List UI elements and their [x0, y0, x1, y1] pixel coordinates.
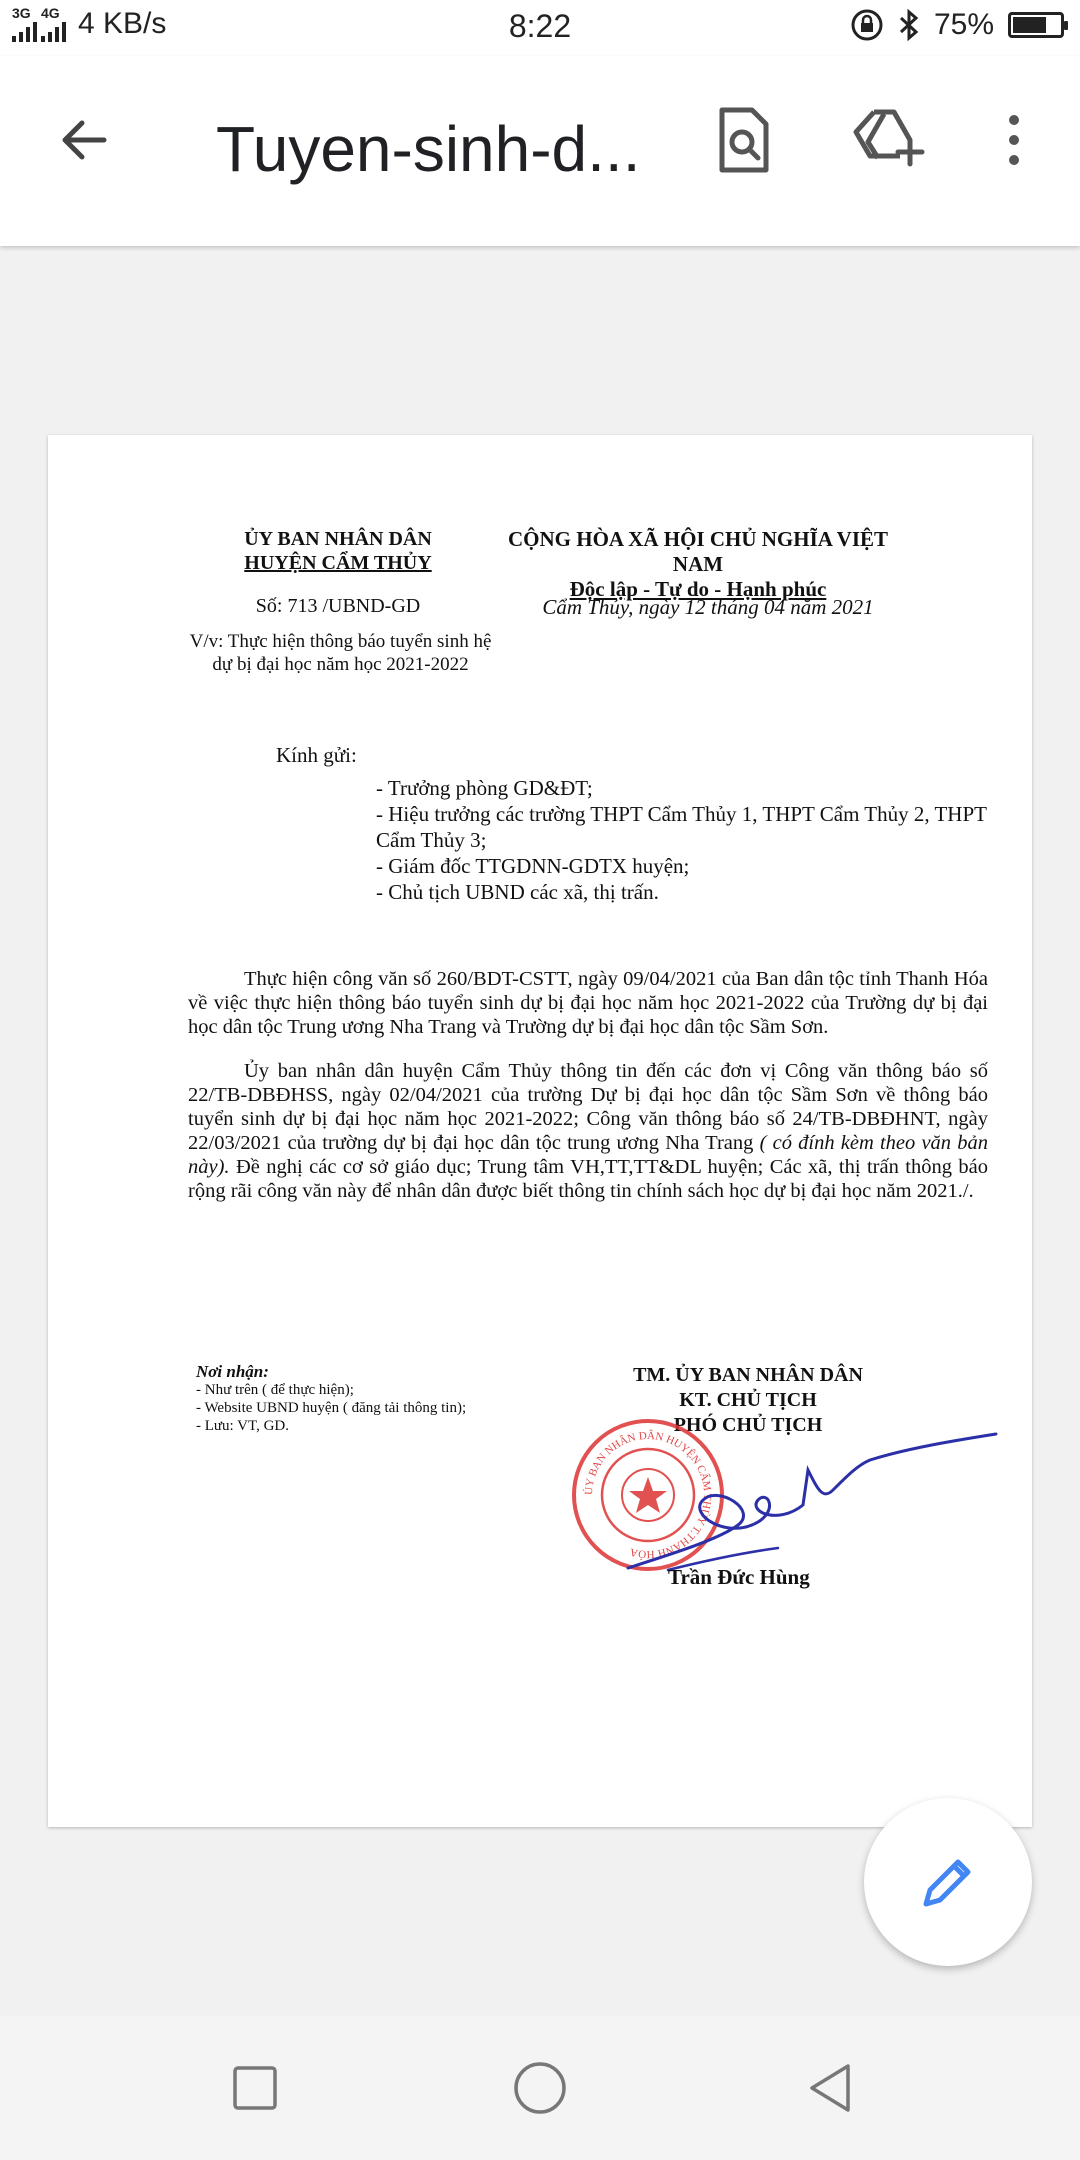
- kinh-gui-label: Kính gửi:: [276, 743, 357, 767]
- national-header: [488, 527, 908, 602]
- recipient-list: [376, 775, 991, 905]
- add-to-drive-icon[interactable]: [848, 100, 928, 180]
- seal-text: ỦY BAN NHÂN DÂN HUYỆN CẨM THỦY T.THANH HÓA: [582, 1429, 714, 1561]
- noi-nhan-block: [196, 1363, 576, 1435]
- national-line1: CỘNG HÒA XÃ HỘI CHỦ NGHĨA VIỆT NAM: [508, 527, 888, 576]
- document-subject: V/v: Thực hiện thông báo tuyển sinh hệ dự bị đại học năm học 2021-2022: [189, 631, 492, 675]
- recents-square-icon[interactable]: [225, 2058, 285, 2118]
- recipient-item: - Chủ tịch UBND các xã, thị trấn.: [376, 880, 659, 904]
- sign-line1: TM. ỦY BAN NHÂN DÂN: [633, 1364, 863, 1386]
- sign-line2: KT. CHỦ TỊCH: [679, 1389, 817, 1411]
- document-title: Tuyen-sinh-d...: [216, 113, 641, 185]
- recipient-item: - Trưởng phòng GD&ĐT;: [376, 776, 593, 800]
- status-bar: [0, 0, 1080, 56]
- sim2-label: 4G: [41, 5, 60, 21]
- document-body: [188, 967, 988, 1223]
- find-in-page-icon[interactable]: [704, 100, 784, 180]
- battery-icon: [1008, 12, 1064, 38]
- recipient-item: - Hiệu trưởng các trường THPT Cẩm Thủy 1, THPT Cẩm Thủy 2, THPT Cẩm Thủy 3;: [376, 802, 987, 852]
- edit-pencil-icon: [916, 1850, 980, 1914]
- issuer-header: [238, 527, 438, 575]
- signature-scribble-icon: [608, 1430, 998, 1580]
- battery-percent: 75%: [933, 8, 994, 41]
- document-number: Số: 713 /UBND-GD: [255, 595, 421, 617]
- issuer-line1: ỦY BAN NHÂN DÂN: [244, 528, 432, 550]
- recipient-item: - Giám đốc TTGDNN-GDTX huyện;: [376, 854, 690, 878]
- network-speed: 4 KB/s: [78, 7, 167, 40]
- national-motto: Độc lập - Tự do - Hạnh phúc: [569, 577, 827, 601]
- document-date: Cẩm Thủy, ngày 12 tháng 04 năm 2021: [542, 595, 874, 619]
- noi-nhan-item: - Lưu: VT, GD.: [196, 1418, 289, 1434]
- system-nav-bar: [0, 2016, 1080, 2160]
- clock: 8:22: [508, 8, 572, 44]
- body-paragraph-2: [188, 1059, 988, 1203]
- paragraph-2-part-a: Ủy ban nhân dân huyện Cẩm Thủy thông tin đến các đơn vị Công văn thông báo số 22/TB-DBĐHSS, ngày 02/04/2021 của trường Dự bị đại học dân tộc Sầm Sơn về thông báo tuyển sinh dự bị đại học năm học 2021-2022; Công văn thông báo số 24/TB-DBĐHNT, ngày 22/03/2021 của trường dự bị đại học dân tộc trung ương Nha Trang: [188, 1060, 988, 1154]
- body-paragraph-1: Thực hiện công văn số 260/BDT-CSTT, ngày 09/04/2021 của Ban dân tộc tỉnh Thanh Hóa về việc thực hiện thông báo tuyển sinh dự bị đại học năm học 2021-2022 của Trường dự bị đại học dân tộc Trung ương Nha Trang và Trường dự bị đại học dân tộc Sầm Sơn.: [188, 968, 988, 1038]
- sign-line3: PHÓ CHỦ TỊCH: [673, 1414, 823, 1436]
- issuer-line2: HUYỆN CẨM THỦY: [244, 552, 432, 574]
- document-page: [48, 435, 1032, 1827]
- rotation-lock-icon: [850, 8, 884, 42]
- edit-fab-button[interactable]: [864, 1798, 1032, 1966]
- paragraph-2-italic: ( có đính kèm theo văn bản này).: [188, 1132, 988, 1178]
- noi-nhan-item: - Website UBND huyện ( đăng tải thông tin);: [196, 1400, 467, 1416]
- bluetooth-icon: [898, 8, 920, 42]
- home-circle-icon[interactable]: [510, 2058, 570, 2118]
- status-right: [850, 8, 1064, 42]
- signer-name: Trần Đức Hùng: [668, 1565, 810, 1589]
- back-arrow-icon[interactable]: [52, 108, 116, 172]
- noi-nhan-item: - Như trên ( để thực hiện);: [196, 1382, 354, 1398]
- sim1-label: 3G: [12, 5, 31, 21]
- app-bar: [0, 56, 1080, 246]
- more-vert-icon[interactable]: [974, 100, 1054, 180]
- noi-nhan-title: Nơi nhận:: [196, 1362, 269, 1381]
- back-triangle-icon[interactable]: [800, 2058, 860, 2118]
- paragraph-2-part-b: Đề nghị các cơ sở giáo dục; Trung tâm VH,TT,TT&DL huyện; Các xã, thị trấn thông báo rộng rãi công văn này để nhân dân được biết thông tin chính sách học dự bị đại học năm 2021./.: [188, 1156, 988, 1202]
